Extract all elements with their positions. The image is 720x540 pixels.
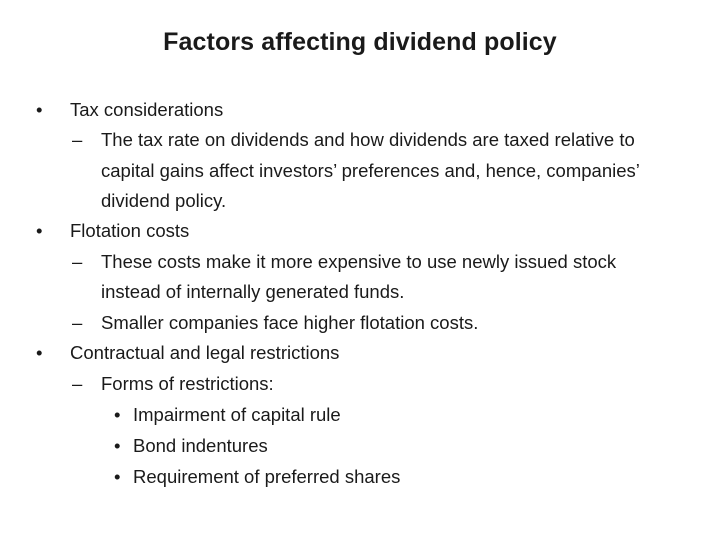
dash-marker: – xyxy=(72,312,83,333)
sub-item-line: These costs make it more expensive to use newly issued stock xyxy=(101,251,617,272)
sub-sub-item: Bond indentures xyxy=(133,435,268,456)
dash-marker: – xyxy=(72,373,83,394)
sub-item-line: dividend policy. xyxy=(101,190,227,211)
sub-item-line: Smaller companies face higher flotation costs. xyxy=(101,312,479,333)
dash-marker: – xyxy=(72,251,83,272)
sub-item-line: capital gains affect investors’ preferences and, hence, companies’ xyxy=(101,160,640,181)
bullet-marker: • xyxy=(114,435,121,456)
sub-sub-item: Impairment of capital rule xyxy=(133,404,341,425)
slide-title: Factors affecting dividend policy xyxy=(163,28,557,56)
bullet-marker: • xyxy=(114,466,121,487)
bullet-item-tax: Tax considerations xyxy=(70,99,224,120)
sub-item-line: instead of internally generated funds. xyxy=(101,281,405,302)
sub-sub-item: Requirement of preferred shares xyxy=(133,466,401,487)
bullet-marker: • xyxy=(36,220,43,241)
sub-item-line: Forms of restrictions: xyxy=(101,373,274,394)
bullet-item-flotation: Flotation costs xyxy=(70,220,190,241)
bullet-marker: • xyxy=(36,99,43,120)
bullet-marker: • xyxy=(114,404,121,425)
bullet-marker: • xyxy=(36,342,43,363)
bullet-item-contractual: Contractual and legal restrictions xyxy=(70,342,340,363)
dash-marker: – xyxy=(72,129,83,150)
sub-item-line: The tax rate on dividends and how dividends are taxed relative to xyxy=(101,129,635,150)
